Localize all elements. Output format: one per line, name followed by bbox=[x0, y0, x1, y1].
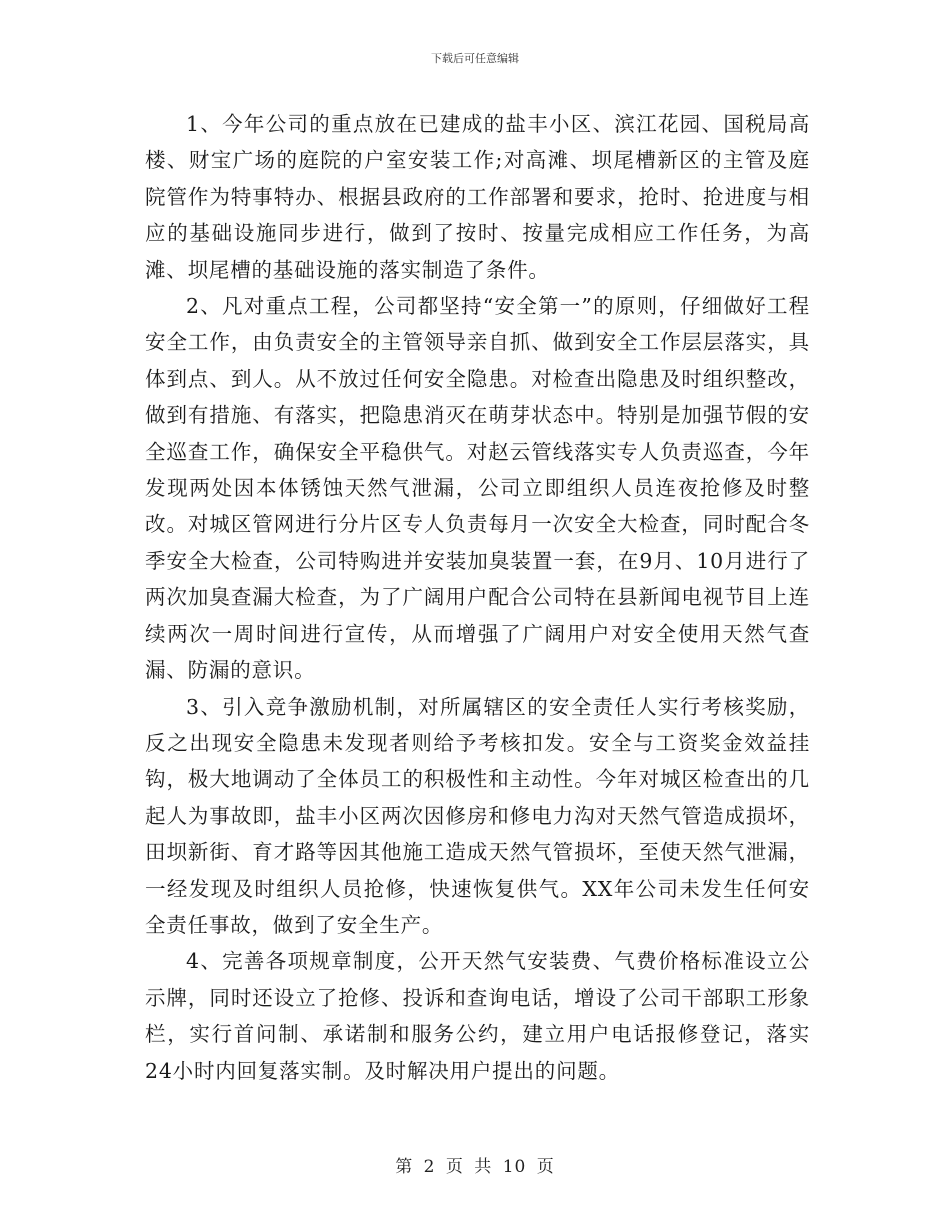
paragraph-1: 1、今年公司的重点放在已建成的盐丰小区、滨江花园、国税局高楼、财宝广场的庭院的户室安装工作;对高滩、坝尾槽新区的主管及庭院管作为特事特办、根据县政府的工作部署和要求，抢时、抢进度与相应的基础设施同步进行，做到了按时、按量完成相应工作任务，为高滩、坝尾槽的基础设施的落实制造了条件。 bbox=[145, 112, 810, 282]
page-header: 下载后可任意编辑 bbox=[431, 52, 519, 65]
page-number-footer: 第 2 页 共 10 页 bbox=[395, 1157, 555, 1177]
paragraph-2: 2、凡对重点工程，公司都坚持“安全第一”的原则，仔细做好工程安全工作，由负责安全的主管领导亲自抓、做到安全工作层层落实，具体到点、到人。从不放过任何安全隐患。对检查出隐患及时组织整改，做到有措施、有落实，把隐患消灭在萌芽状态中。特别是加强节假的安全巡查工作，确保安全平稳供气。对赵云管线落实专人负责巡查，今年发现两处因本体锈蚀天然气泄漏，公司立即组织人员连夜抢修及时整改。对城区管网进行分片区专人负责每月一次安全大检查，同时配合冬季安全大检查，公司特购进并安装加臭装置一套，在9月、10月进行了两次加臭查漏大检查，为了广阔用户配合公司特在县新闻电视节目上连续两次一周时间进行宣传，从而增强了广阔用户对安全使用天然气查漏、防漏的意识。 bbox=[145, 294, 810, 683]
paragraph-3: 3、引入竞争激励机制，对所属辖区的安全责任人实行考核奖励，反之出现安全隐患未发现者则给予考核扣发。安全与工资奖金效益挂钩，极大地调动了全体员工的积极性和主动性。今年对城区检查出的几起人为事故即，盐丰小区两次因修房和修电力沟对天然气管造成损坏，田坝新街、育才路等因其他施工造成天然气管损坏，至使天然气泄漏，一经发现及时组织人员抢修，快速恢复供气。XX年公司未发生任何安全责任事故，做到了安全生产。 bbox=[145, 694, 810, 937]
paragraph-4: 4、完善各项规章制度，公开天然气安装费、气费价格标准设立公示牌，同时还设立了抢修、投诉和查询电话，增设了公司干部职工形象栏，实行首问制、承诺制和服务公约，建立用户电话报修登记，落实24小时内回复落实制。及时解决用户提出的问题。 bbox=[145, 949, 810, 1083]
document-body bbox=[145, 106, 810, 1089]
